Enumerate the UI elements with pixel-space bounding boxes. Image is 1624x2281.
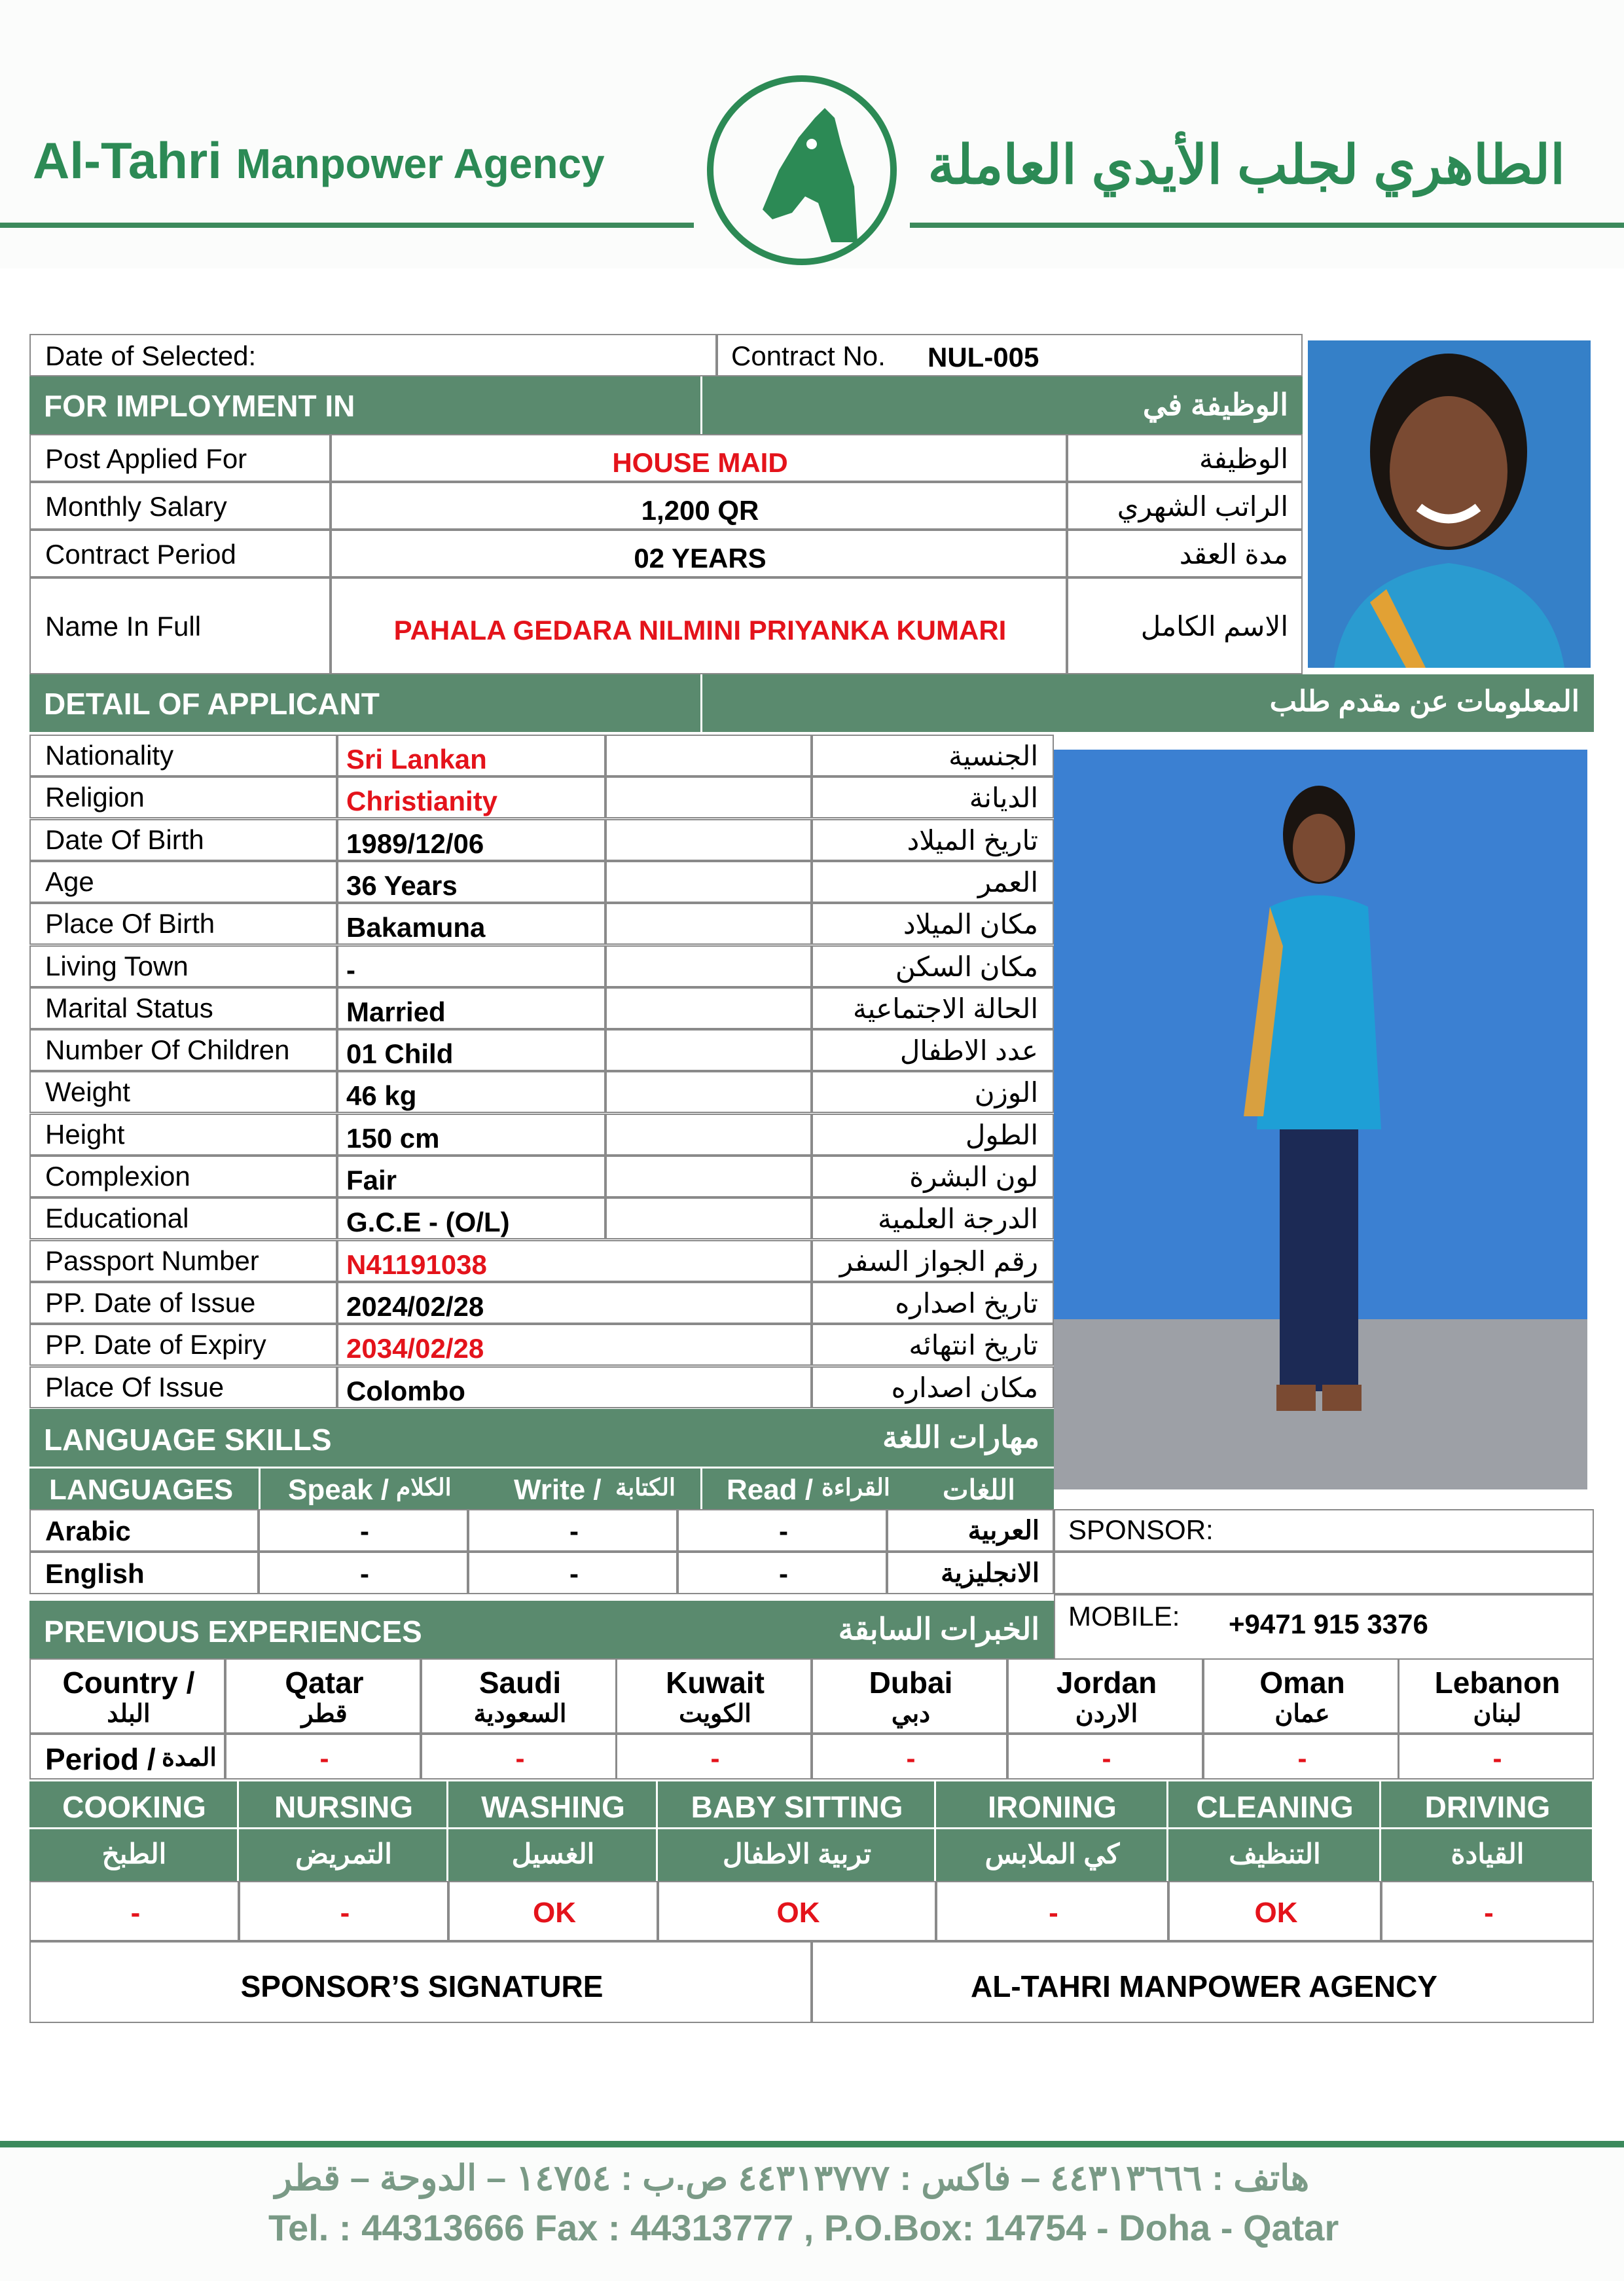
applicant-label: Marital Status — [45, 993, 213, 1023]
letterhead — [0, 0, 1624, 268]
language-cell — [29, 1509, 259, 1552]
skill-value: OK — [1254, 1897, 1298, 1929]
applicant-blank-cell — [605, 1029, 812, 1071]
skill-value: - — [130, 1897, 141, 1929]
applicant-value-cell — [337, 1366, 812, 1408]
applicant-blank-cell — [605, 987, 812, 1029]
period-cell — [812, 1734, 1007, 1779]
col-languages: LANGUAGES — [49, 1474, 234, 1506]
language-cell — [468, 1509, 677, 1552]
skill-value-cell — [936, 1881, 1168, 1941]
country-name: Kuwait — [666, 1666, 765, 1700]
applicant-blank-cell — [605, 945, 812, 987]
employment-ar-cell — [1067, 434, 1303, 482]
footer-contact-en: Tel. : 44313666 Fax : 44313777 , P.O.Box: 14754 - Doha - Qatar — [268, 2207, 1339, 2248]
language-read: - — [779, 1516, 788, 1546]
country-cell — [1007, 1658, 1203, 1734]
skill-name: BABY SITTING — [691, 1790, 903, 1824]
employment-heading-ar: الوظيفة في — [1142, 388, 1288, 422]
col-write-ar: الكتابة — [615, 1474, 676, 1501]
skill-heading-cell — [29, 1779, 239, 1881]
applicant-label: Date Of Birth — [45, 824, 204, 855]
applicant-value: N41191038 — [346, 1249, 487, 1280]
applicant-ar-cell — [812, 1197, 1054, 1239]
language-write: - — [569, 1516, 579, 1546]
applicant-value: 36 Years — [346, 870, 458, 901]
applicant-label: Number Of Children — [45, 1034, 290, 1065]
employment-label: Monthly Salary — [45, 490, 227, 522]
col-speak: Speak / — [288, 1474, 389, 1506]
applicant-label-ar: تاريخ انتهائه — [909, 1330, 1038, 1360]
applicant-value: Colombo — [346, 1376, 465, 1406]
applicant-label-ar: الوزن — [974, 1077, 1038, 1108]
period-value: - — [906, 1743, 916, 1774]
applicant-label-ar: العمر — [977, 867, 1038, 898]
applicant-label: Place Of Issue — [45, 1372, 225, 1402]
footer-rule — [0, 2141, 1624, 2147]
employment-label-cell — [29, 434, 331, 482]
skill-value-cell — [239, 1881, 448, 1941]
period-cell — [1203, 1734, 1399, 1779]
mobile-cell — [1054, 1594, 1594, 1660]
period-value: - — [1297, 1743, 1307, 1774]
period-cell — [1398, 1734, 1594, 1779]
applicant-label-cell — [29, 776, 337, 818]
skill-heading-cell — [936, 1779, 1168, 1881]
employment-ar-cell — [1067, 577, 1303, 674]
employment-value-cell — [331, 577, 1067, 674]
applicant-value: 150 cm — [346, 1123, 440, 1154]
skill-name-ar: التنظيف — [1229, 1838, 1321, 1869]
language-speak: - — [360, 1516, 369, 1546]
applicant-ar-cell — [812, 861, 1054, 903]
applicant-value-cell — [337, 1324, 812, 1366]
experience-heading-ar: الخبرات السابقة — [838, 1612, 1039, 1646]
applicant-label-cell — [29, 1282, 337, 1324]
applicant-ar-cell — [812, 1324, 1054, 1366]
language-cell — [887, 1552, 1054, 1594]
experience-heading-en: PREVIOUS EXPERIENCES — [44, 1615, 422, 1649]
applicant-ar-cell — [812, 945, 1054, 987]
language-heading-en: LANGUAGE SKILLS — [44, 1423, 332, 1457]
skill-heading-divider — [936, 1827, 1168, 1829]
applicant-label-ar: الطول — [965, 1120, 1038, 1150]
skill-name-ar: القيادة — [1451, 1838, 1525, 1869]
applicant-value-cell — [337, 776, 605, 818]
country-name: Lebanon — [1434, 1666, 1561, 1700]
language-column-headers — [29, 1467, 1054, 1509]
sponsor-blank-cell — [1054, 1552, 1594, 1594]
applicant-label-ar: الدرجة العلمية — [877, 1203, 1038, 1234]
applicant-label: Complexion — [45, 1161, 190, 1192]
applicant-ar-cell — [812, 1071, 1054, 1113]
applicant-blank-cell — [605, 776, 812, 818]
country-name-ar: الكويت — [679, 1700, 751, 1728]
language-name: Arabic — [45, 1516, 131, 1546]
sponsor-signature-cell — [29, 1941, 812, 2023]
skill-name-ar: تربية الاطفال — [722, 1838, 872, 1869]
employment-label-cell — [29, 482, 331, 530]
applicant-ar-cell — [812, 1156, 1054, 1197]
applicant-blank-cell — [605, 861, 812, 903]
country-name: Saudi — [478, 1666, 562, 1700]
skill-value-cell — [29, 1881, 239, 1941]
employment-label: Post Applied For — [45, 443, 247, 474]
language-cell — [259, 1552, 468, 1594]
applicant-ar-cell — [812, 819, 1054, 861]
brand-name-en: Al-Tahri Manpower Agency — [33, 132, 605, 189]
country-name-ar: عمان — [1274, 1700, 1330, 1728]
employment-value-cell — [331, 434, 1067, 482]
country-cell — [1398, 1658, 1594, 1734]
language-ar: الانجليزية — [941, 1559, 1039, 1588]
applicant-label-cell — [29, 1324, 337, 1366]
contract-label: Contract No. — [731, 340, 886, 371]
country-name-ar: دبي — [891, 1700, 931, 1728]
applicant-value: G.C.E - (O/L) — [346, 1207, 510, 1237]
skill-value-cell — [448, 1881, 658, 1941]
applicant-full-body-photo — [1054, 750, 1587, 1489]
applicant-value: 01 Child — [346, 1038, 454, 1069]
country-cell — [616, 1658, 812, 1734]
applicant-heading-ar: المعلومات عن مقدم طلب — [1269, 685, 1579, 718]
applicant-blank-cell — [605, 1197, 812, 1239]
employment-value-cell — [331, 530, 1067, 577]
period-cell — [616, 1734, 812, 1779]
employment-label: Contract Period — [45, 538, 236, 570]
applicant-blank-cell — [605, 735, 812, 776]
employment-value: PAHALA GEDARA NILMINI PRIYANKA KUMARI — [393, 615, 1007, 646]
applicant-label-cell — [29, 945, 337, 987]
country-name: Jordan — [1056, 1666, 1157, 1700]
period-cell — [225, 1734, 421, 1779]
period-value: - — [1492, 1743, 1502, 1774]
applicant-heading-en: DETAIL OF APPLICANT — [44, 687, 380, 721]
col-speak-ar: الكلام — [396, 1474, 452, 1501]
applicant-ar-cell — [812, 1282, 1054, 1324]
skill-name: COOKING — [62, 1790, 206, 1824]
contract-number: NUL-005 — [928, 342, 1039, 373]
agency-signature-label: AL-TAHRI MANPOWER AGENCY — [971, 1969, 1437, 2003]
applicant-ar-cell — [812, 987, 1054, 1029]
language-heading — [29, 1409, 1054, 1467]
applicant-value-cell — [337, 987, 605, 1029]
applicant-value: Fair — [346, 1165, 397, 1195]
applicant-label-cell — [29, 1240, 337, 1282]
applicant-label-cell — [29, 819, 337, 861]
applicant-label-ar: لون البشرة — [909, 1161, 1038, 1192]
language-cell — [259, 1509, 468, 1552]
language-cell — [677, 1552, 887, 1594]
applicant-label-cell — [29, 861, 337, 903]
applicant-value: 1989/12/06 — [346, 828, 484, 859]
applicant-value: 2034/02/28 — [346, 1333, 484, 1364]
horse-logo-icon — [700, 72, 903, 268]
header-rule-left — [0, 223, 694, 228]
applicant-label: PP. Date of Issue — [45, 1287, 256, 1318]
period-label-cell — [29, 1734, 225, 1779]
country-name: Qatar — [285, 1666, 364, 1700]
skill-value: - — [1484, 1897, 1494, 1929]
period-value: - — [710, 1743, 720, 1774]
applicant-ar-cell — [812, 903, 1054, 945]
skill-name: IRONING — [988, 1790, 1117, 1824]
applicant-blank-cell — [605, 903, 812, 945]
language-heading-ar: مهارات اللغة — [882, 1420, 1039, 1454]
skill-name: CLEANING — [1196, 1790, 1354, 1824]
applicant-value: 2024/02/28 — [346, 1291, 484, 1322]
applicant-label-cell — [29, 1071, 337, 1113]
employment-value: 1,200 QR — [641, 494, 759, 526]
applicant-blank-cell — [605, 819, 812, 861]
footer-contact-ar: هاتف : ٤٤٣١٣٦٦٦ – فاكس : ٤٤٣١٣٧٧٧ ص.ب : ١٤٧٥٤ – الدوحة – قطر — [275, 2159, 1310, 2198]
language-ar: العربية — [967, 1516, 1039, 1545]
country-label-ar: البلد — [107, 1700, 151, 1728]
mobile-label: MOBILE: — [1068, 1601, 1180, 1632]
applicant-label: Living Town — [45, 951, 189, 981]
applicant-label: Nationality — [45, 740, 174, 771]
applicant-label-cell — [29, 1197, 337, 1239]
employment-value-cell — [331, 482, 1067, 530]
applicant-label-ar: الديانة — [969, 782, 1038, 813]
country-name-ar: قطر — [301, 1700, 348, 1728]
employment-label-ar: الراتب الشهري — [1117, 490, 1288, 522]
country-name: Oman — [1259, 1666, 1345, 1700]
applicant-value-cell — [337, 1240, 812, 1282]
language-read: - — [779, 1558, 788, 1589]
applicant-value: - — [346, 955, 355, 985]
language-write: - — [569, 1558, 579, 1589]
employment-label-ar: الاسم الكامل — [1140, 611, 1288, 642]
applicant-blank-cell — [605, 1156, 812, 1197]
skill-name-ar: الطبخ — [101, 1838, 167, 1869]
employment-ar-cell — [1067, 530, 1303, 577]
applicant-value-cell — [337, 1071, 605, 1113]
period-cell — [1007, 1734, 1203, 1779]
applicant-label: Age — [45, 866, 94, 897]
applicant-label-ar: تاريخ الميلاد — [907, 825, 1038, 856]
applicant-value-cell — [337, 819, 605, 861]
applicant-value-cell — [337, 1197, 605, 1239]
applicant-label-cell — [29, 1366, 337, 1408]
skill-value: - — [1049, 1897, 1058, 1929]
applicant-value-cell — [337, 1282, 812, 1324]
applicant-blank-cell — [605, 1071, 812, 1113]
applicant-label: Height — [45, 1119, 125, 1150]
header-rule-right — [910, 223, 1624, 228]
period-value: - — [319, 1743, 329, 1774]
employment-heading — [29, 376, 1303, 434]
period-label-ar: المدة — [162, 1744, 217, 1772]
applicant-label-cell — [29, 1156, 337, 1197]
skill-heading-divider — [1381, 1827, 1594, 1829]
skill-value-cell — [658, 1881, 936, 1941]
employment-label-cell — [29, 577, 331, 674]
country-name-ar: لبنان — [1473, 1700, 1522, 1728]
applicant-label: Educational — [45, 1203, 189, 1233]
applicant-heading — [29, 674, 1594, 732]
skill-heading-cell — [239, 1779, 448, 1881]
applicant-label: Religion — [45, 782, 145, 812]
applicant-label: PP. Date of Expiry — [45, 1329, 266, 1360]
sponsor-label: SPONSOR: — [1068, 1514, 1214, 1545]
period-value: - — [1102, 1743, 1111, 1774]
country-name: Dubai — [869, 1666, 953, 1700]
applicant-label-cell — [29, 1114, 337, 1156]
employment-label-ar: مدة العقد — [1179, 538, 1288, 570]
brand-name-ar: الطاهري لجلب الأيدي العاملة — [928, 136, 1565, 195]
skill-heading-divider — [658, 1827, 936, 1829]
skill-value-cell — [1168, 1881, 1381, 1941]
applicant-value-cell — [337, 1114, 605, 1156]
skill-heading-cell — [1168, 1779, 1381, 1881]
applicant-label-ar: تاريخ اصداره — [895, 1288, 1038, 1319]
employment-ar-cell — [1067, 482, 1303, 530]
applicant-label-ar: الحالة الاجتماعية — [853, 993, 1038, 1024]
country-label-cell — [29, 1658, 225, 1734]
skill-name-ar: الغسيل — [511, 1838, 595, 1869]
agency-signature-cell — [812, 1941, 1594, 2023]
skill-heading-divider — [448, 1827, 658, 1829]
applicant-ar-cell — [812, 776, 1054, 818]
applicant-ar-cell — [812, 735, 1054, 776]
applicant-value: 46 kg — [346, 1080, 417, 1111]
skill-name-ar: التمريض — [295, 1838, 392, 1869]
contract-cell — [717, 334, 1303, 376]
applicant-label-ar: الجنسية — [948, 740, 1038, 771]
skill-name: WASHING — [481, 1790, 625, 1824]
country-name-ar: السعودية — [473, 1700, 567, 1728]
employment-heading-en: FOR IMPLOYMENT IN — [44, 389, 355, 423]
applicant-label-cell — [29, 987, 337, 1029]
mobile-number: +9471 915 3376 — [1229, 1609, 1428, 1639]
applicant-value: Bakamuna — [346, 912, 486, 943]
country-label: Country / — [62, 1666, 195, 1700]
applicant-blank-cell — [605, 1114, 812, 1156]
country-cell — [812, 1658, 1007, 1734]
skill-name-ar: كي الملابس — [984, 1838, 1120, 1869]
applicant-value: Christianity — [346, 786, 498, 816]
applicant-value-cell — [337, 735, 605, 776]
skill-name: DRIVING — [1424, 1790, 1551, 1824]
employment-label-ar: الوظيفة — [1199, 443, 1288, 474]
skill-heading-divider — [1168, 1827, 1381, 1829]
period-label: Period / — [45, 1742, 156, 1776]
col-read: Read / — [727, 1474, 814, 1506]
country-cell — [225, 1658, 421, 1734]
applicant-label: Weight — [45, 1076, 130, 1107]
col-write: Write / — [514, 1474, 602, 1506]
skill-heading-cell — [448, 1779, 658, 1881]
applicant-label-ar: مكان الميلاد — [903, 909, 1038, 940]
applicant-label-ar: مكان السكن — [895, 951, 1038, 982]
applicant-portrait-photo — [1308, 340, 1591, 668]
language-cell — [29, 1552, 259, 1594]
date-selected-label: Date of Selected: — [45, 340, 257, 371]
employment-label-cell — [29, 530, 331, 577]
sponsor-signature-label: SPONSOR’S SIGNATURE — [240, 1969, 604, 2003]
applicant-label-ar: مكان اصداره — [891, 1372, 1038, 1403]
applicant-label-cell — [29, 1029, 337, 1071]
date-selected-cell — [29, 334, 717, 376]
applicant-label: Place Of Birth — [45, 908, 215, 939]
skill-heading-cell — [658, 1779, 936, 1881]
sponsor-cell — [1054, 1509, 1594, 1552]
applicant-ar-cell — [812, 1114, 1054, 1156]
applicant-label: Passport Number — [45, 1245, 259, 1276]
applicant-ar-cell — [812, 1240, 1054, 1282]
skill-value: OK — [776, 1897, 820, 1929]
applicant-value-cell — [337, 861, 605, 903]
language-speak: - — [360, 1558, 369, 1589]
language-name: English — [45, 1558, 145, 1589]
skill-heading-cell — [1381, 1779, 1594, 1881]
applicant-value: Sri Lankan — [346, 744, 487, 775]
country-cell — [421, 1658, 617, 1734]
applicant-value-cell — [337, 1156, 605, 1197]
country-name-ar: الاردن — [1075, 1700, 1138, 1728]
applicant-ar-cell — [812, 1366, 1054, 1408]
applicant-value-cell — [337, 945, 605, 987]
applicant-label-cell — [29, 735, 337, 776]
language-cell — [468, 1552, 677, 1594]
applicant-value: Married — [346, 996, 446, 1027]
applicant-label-ar: عدد الاطفال — [899, 1035, 1038, 1066]
skill-value: OK — [533, 1897, 576, 1929]
col-languages-ar: اللغات — [943, 1474, 1015, 1505]
skill-heading-divider — [239, 1827, 448, 1829]
applicant-label-ar: رقم الجواز السفر — [839, 1246, 1038, 1277]
applicant-value-cell — [337, 1029, 605, 1071]
skill-value-cell — [1381, 1881, 1594, 1941]
language-cell — [677, 1509, 887, 1552]
language-cell — [887, 1509, 1054, 1552]
country-cell — [1203, 1658, 1399, 1734]
employment-value: 02 YEARS — [634, 542, 767, 574]
experience-heading — [29, 1601, 1054, 1658]
applicant-label-cell — [29, 903, 337, 945]
skill-heading-divider — [29, 1827, 239, 1829]
col-read-ar: القراءة — [821, 1474, 890, 1501]
skill-name: NURSING — [274, 1790, 414, 1824]
applicant-ar-cell — [812, 1029, 1054, 1071]
employment-value: HOUSE MAID — [612, 447, 788, 478]
period-cell — [421, 1734, 617, 1779]
skill-value: - — [340, 1897, 350, 1929]
period-value: - — [515, 1743, 525, 1774]
applicant-value-cell — [337, 903, 605, 945]
employment-label: Name In Full — [45, 611, 202, 642]
